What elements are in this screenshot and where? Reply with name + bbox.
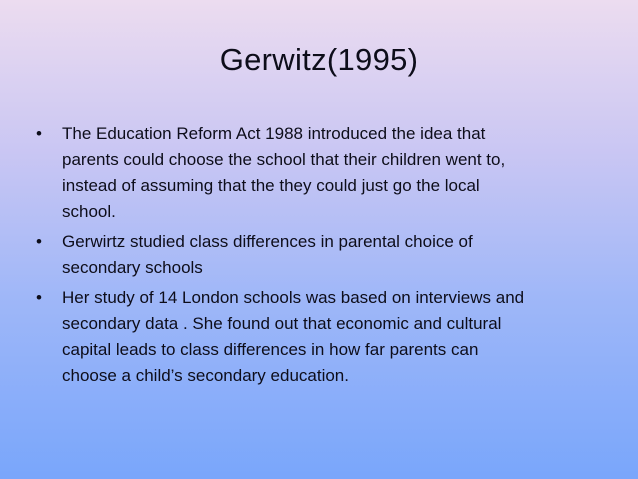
bullet-item [36,121,596,225]
bullet-line: Her study of 14 London schools was based on interviews and [62,288,525,307]
slide-title: Gerwitz(1995) [219,42,419,77]
bullet-line: choose a child’s secondary education. [62,366,349,385]
bullet-line: school. [62,202,116,221]
bullet-icon: • [36,124,42,143]
bullet-line: The Education Reform Act 1988 introduced the idea that [62,124,486,143]
bullet-line: secondary schools [62,258,203,277]
bullet-item [36,285,596,389]
bullet-line: parents could choose the school that their children went to, [62,150,506,169]
bullet-icon: • [36,288,42,307]
bullet-line: secondary data . She found out that economic and cultural [62,314,502,333]
bullet-line: instead of assuming that the they could just go the local [62,176,480,195]
bullet-line: capital leads to class differences in how far parents can [62,340,479,359]
bullet-line: Gerwirtz studied class differences in parental choice of [62,232,473,251]
bullet-icon: • [36,232,42,251]
bullet-item [36,229,596,281]
bullet-list [36,121,596,393]
